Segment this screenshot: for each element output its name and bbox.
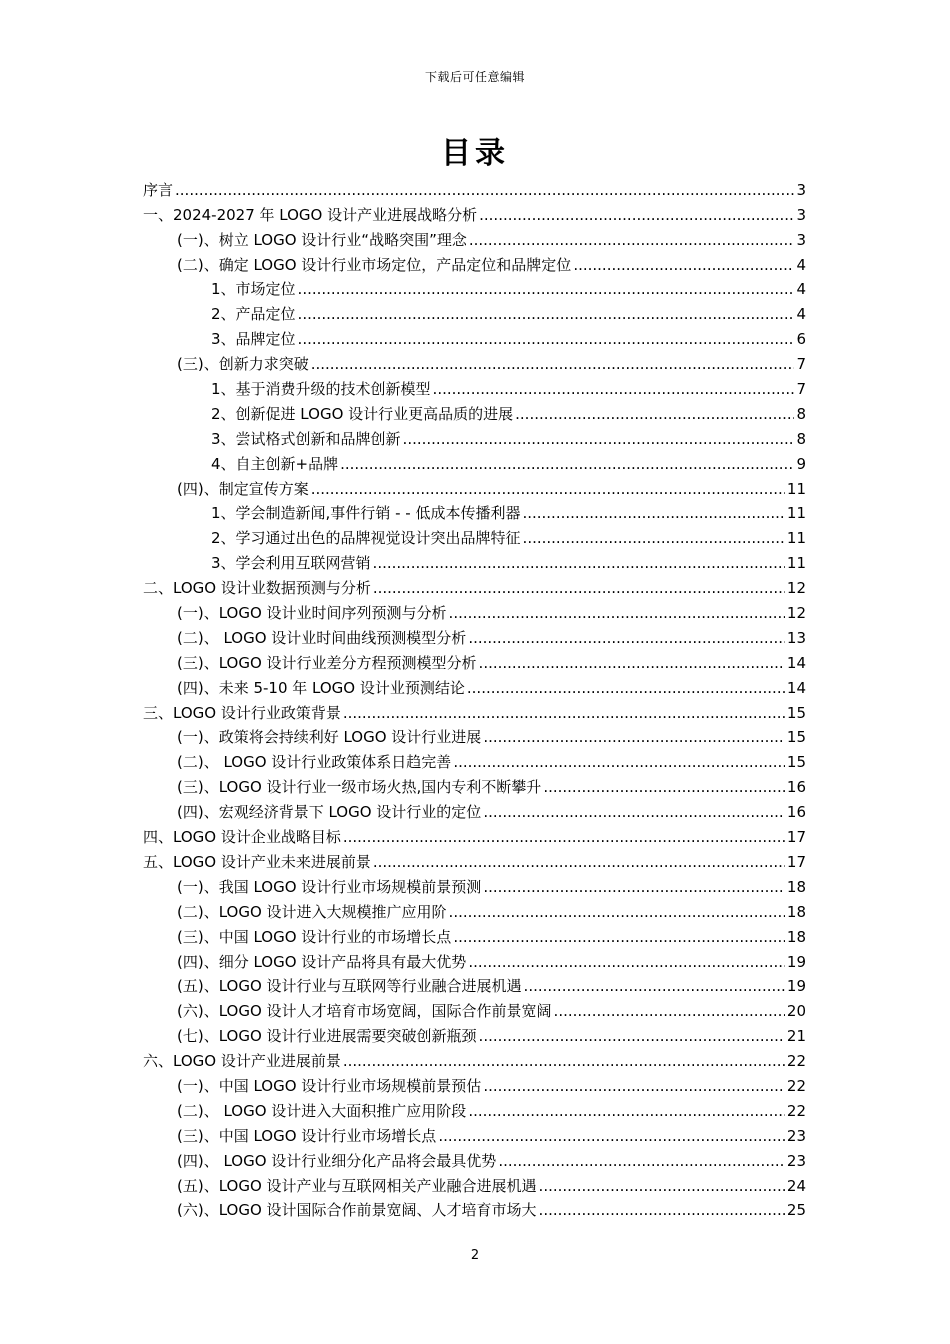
toc-entry[interactable]: [143, 873, 806, 898]
toc-entry-page: 8: [796, 404, 806, 423]
toc-entry[interactable]: [143, 798, 806, 823]
toc-entry-page: 24: [786, 1176, 806, 1195]
toc-entry-page: 12: [786, 579, 806, 598]
toc-leader-dots: [468, 1100, 785, 1122]
toc-entry-page: 25: [786, 1201, 806, 1220]
toc-entry[interactable]: [143, 549, 806, 574]
toc-entry-title: (六)、LOGO 设计国际合作前景宽阔、人才培育市场大: [177, 1201, 537, 1220]
toc-entry[interactable]: [143, 251, 806, 276]
page-header: 下载后可任意编辑: [424, 70, 525, 84]
toc-entry-title: (四)、未来 5-10 年 LOGO 设计业预测结论: [177, 678, 465, 697]
toc-entry-page: 14: [786, 678, 806, 697]
toc-leader-dots: [311, 478, 785, 500]
toc-entry[interactable]: [143, 1097, 806, 1122]
toc-leader-dots: [483, 876, 785, 898]
toc-entry-title: 二、LOGO 设计业数据预测与分析: [143, 579, 371, 598]
toc-entry[interactable]: [143, 226, 806, 251]
toc-entry-title: 3、学会利用互联网营销: [211, 554, 371, 573]
toc-entry-page: 22: [786, 1076, 806, 1095]
toc-entry-page: 22: [786, 1052, 806, 1071]
toc-entry[interactable]: [143, 699, 806, 724]
toc-entry-title: 3、品牌定位: [211, 330, 296, 349]
toc-leader-dots: [373, 577, 785, 599]
toc-leader-dots: [523, 527, 785, 549]
toc-entry-title: (四)、宏观经济背景下 LOGO 设计行业的定位: [177, 803, 482, 822]
toc-entry[interactable]: [143, 300, 806, 325]
toc-entry-title: (二)、LOGO 设计进入大规模推广应用阶: [177, 902, 447, 921]
table-of-contents: [143, 176, 806, 1221]
toc-entry-page: 6: [796, 330, 806, 349]
toc-entry-page: 21: [786, 1027, 806, 1046]
toc-entry[interactable]: [143, 276, 806, 301]
toc-entry-page: 18: [786, 927, 806, 946]
toc-leader-dots: [469, 229, 795, 251]
toc-entry-title: 2、产品定位: [211, 305, 296, 324]
toc-leader-dots: [298, 328, 795, 350]
toc-entry-title: (四)、制定宣传方案: [177, 479, 309, 498]
toc-entry-page: 18: [786, 877, 806, 896]
toc-leader-dots: [539, 1199, 785, 1221]
toc-leader-dots: [403, 428, 795, 450]
toc-leader-dots: [298, 278, 795, 300]
toc-entry[interactable]: [143, 201, 806, 226]
toc-entry-title: 2、学习通过出色的品牌视觉设计突出品牌特征: [211, 529, 521, 548]
toc-leader-dots: [483, 726, 785, 748]
toc-entry[interactable]: [143, 1047, 806, 1072]
toc-leader-dots: [468, 951, 785, 973]
toc-entry-title: 1、学会制造新闻,事件行销 - - 低成本传播利器: [211, 504, 521, 523]
toc-entry[interactable]: [143, 574, 806, 599]
toc-entry[interactable]: [143, 1172, 806, 1197]
toc-leader-dots: [311, 353, 795, 375]
toc-entry-title: (二)、 LOGO 设计进入大面积推广应用阶段: [177, 1101, 467, 1120]
toc-entry-title: (二)、确定 LOGO 设计行业市场定位，产品定位和品牌定位: [177, 255, 572, 274]
toc-entry-title: 五、LOGO 设计产业未来进展前景: [143, 852, 371, 871]
toc-entry-page: 23: [786, 1151, 806, 1170]
toc-entry-title: (四)、细分 LOGO 设计产品将具有最大优势: [177, 952, 467, 971]
toc-entry[interactable]: [143, 848, 806, 873]
toc-entry-title: 四、LOGO 设计企业战略目标: [143, 828, 341, 847]
toc-entry-title: (二)、 LOGO 设计行业政策体系日趋完善: [177, 753, 452, 772]
toc-entry-title: (三)、中国 LOGO 设计行业的市场增长点: [177, 927, 452, 946]
toc-leader-dots: [343, 702, 785, 724]
toc-entry[interactable]: [143, 1122, 806, 1147]
toc-entry[interactable]: [143, 948, 806, 973]
toc-entry-title: 2、创新促进 LOGO 设计行业更高品质的进展: [211, 404, 514, 423]
toc-entry[interactable]: [143, 624, 806, 649]
toc-entry[interactable]: [143, 425, 806, 450]
toc-entry-title: (三)、LOGO 设计行业一级市场火热,国内专利不断攀升: [177, 778, 542, 797]
toc-leader-dots: [483, 801, 785, 823]
toc-entry[interactable]: [143, 973, 806, 998]
toc-entry-page: 18: [786, 902, 806, 921]
toc-entry[interactable]: [143, 649, 806, 674]
toc-leader-dots: [449, 901, 785, 923]
toc-entry-page: 4: [796, 255, 806, 274]
toc-leader-dots: [522, 502, 784, 524]
toc-leader-dots: [479, 204, 794, 226]
toc-entry[interactable]: [143, 375, 806, 400]
toc-leader-dots: [468, 627, 785, 649]
toc-entry-title: (一)、政策将会持续利好 LOGO 设计行业进展: [177, 728, 482, 747]
toc-leader-dots: [498, 1150, 785, 1172]
toc-entry[interactable]: [143, 1072, 806, 1097]
toc-leader-dots: [479, 652, 785, 674]
toc-leader-dots: [467, 677, 785, 699]
toc-entry-title: 三、LOGO 设计行业政策背景: [143, 703, 341, 722]
toc-entry-title: 序言: [143, 180, 174, 199]
toc-entry-title: (三)、创新力求突破: [177, 355, 309, 374]
toc-entry-page: 4: [796, 280, 806, 299]
toc-entry-page: 15: [786, 753, 806, 772]
toc-entry-title: 1、基于消费升级的技术创新模型: [211, 380, 431, 399]
toc-leader-dots: [479, 1025, 785, 1047]
toc-entry-page: 17: [786, 852, 806, 871]
toc-leader-dots: [175, 179, 794, 201]
toc-entry-title: (一)、中国 LOGO 设计行业市场规模前景预估: [177, 1076, 482, 1095]
toc-leader-dots: [298, 303, 795, 325]
toc-entry[interactable]: [143, 898, 806, 923]
toc-entry-page: 11: [786, 529, 806, 548]
toc-entry-page: 22: [786, 1101, 806, 1120]
toc-leader-dots: [343, 1050, 785, 1072]
toc-entry-page: 11: [786, 479, 806, 498]
toc-entry-page: 16: [786, 778, 806, 797]
toc-entry[interactable]: [143, 325, 806, 350]
toc-entry-page: 7: [796, 380, 806, 399]
toc-entry-title: (一)、树立 LOGO 设计行业“战略突围”理念: [177, 230, 467, 249]
toc-entry[interactable]: [143, 1197, 806, 1222]
toc-entry[interactable]: [143, 674, 806, 699]
toc-leader-dots: [543, 776, 785, 798]
toc-entry[interactable]: [143, 773, 806, 798]
toc-leader-dots: [515, 403, 794, 425]
toc-entry[interactable]: [143, 823, 806, 848]
toc-entry[interactable]: [143, 599, 806, 624]
toc-leader-dots: [453, 926, 785, 948]
toc-entry-title: (五)、LOGO 设计产业与互联网相关产业融合进展机遇: [177, 1176, 537, 1195]
toc-entry-page: 14: [786, 653, 806, 672]
toc-entry-title: (二)、 LOGO 设计业时间曲线预测模型分析: [177, 628, 467, 647]
toc-entry-page: 20: [786, 1002, 806, 1021]
toc-entry-title: 六、LOGO 设计产业进展前景: [143, 1052, 341, 1071]
toc-entry[interactable]: [143, 450, 806, 475]
toc-entry[interactable]: [143, 176, 806, 201]
toc-entry[interactable]: [143, 724, 806, 749]
toc-entry-title: (一)、LOGO 设计业时间序列预测与分析: [177, 604, 447, 623]
toc-leader-dots: [483, 1075, 785, 1097]
toc-entry[interactable]: [143, 997, 806, 1022]
toc-entry-title: (三)、中国 LOGO 设计行业市场增长点: [177, 1126, 437, 1145]
toc-leader-dots: [343, 826, 785, 848]
toc-leader-dots: [449, 602, 785, 624]
toc-leader-dots: [340, 453, 794, 475]
toc-entry[interactable]: [143, 400, 806, 425]
toc-leader-dots: [539, 1175, 785, 1197]
page-title: 目录: [441, 136, 509, 171]
toc-entry-title: (一)、我国 LOGO 设计行业市场规模前景预测: [177, 877, 482, 896]
toc-leader-dots: [373, 552, 785, 574]
toc-entry[interactable]: [143, 350, 806, 375]
toc-leader-dots: [438, 1125, 785, 1147]
toc-entry[interactable]: [143, 1147, 806, 1172]
toc-entry-page: 19: [786, 977, 806, 996]
toc-leader-dots: [433, 378, 795, 400]
toc-entry-page: 13: [786, 628, 806, 647]
toc-entry[interactable]: [143, 748, 806, 773]
toc-entry-title: (三)、LOGO 设计行业差分方程预测模型分析: [177, 653, 477, 672]
toc-entry-page: 15: [786, 703, 806, 722]
toc-entry-page: 12: [786, 604, 806, 623]
toc-entry-page: 3: [796, 205, 806, 224]
toc-entry-title: (六)、LOGO 设计人才培育市场宽阔，国际合作前景宽阔: [177, 1002, 552, 1021]
toc-entry-title: 1、市场定位: [211, 280, 296, 299]
toc-entry-page: 3: [796, 230, 806, 249]
toc-entry-page: 11: [786, 504, 806, 523]
toc-entry[interactable]: [143, 1022, 806, 1047]
toc-entry-title: 一、2024-2027 年 LOGO 设计产业进展战略分析: [143, 205, 478, 224]
toc-leader-dots: [453, 751, 785, 773]
toc-entry[interactable]: [143, 923, 806, 948]
toc-entry-page: 8: [796, 429, 806, 448]
toc-entry-title: (四)、 LOGO 设计行业细分化产品将会最具优势: [177, 1151, 497, 1170]
toc-entry-page: 19: [786, 952, 806, 971]
toc-entry-page: 9: [796, 454, 806, 473]
toc-entry-title: 3、尝试格式创新和品牌创新: [211, 429, 401, 448]
toc-entry-page: 11: [786, 554, 806, 573]
toc-entry-page: 23: [786, 1126, 806, 1145]
toc-entry[interactable]: [143, 500, 806, 525]
toc-entry[interactable]: [143, 475, 806, 500]
toc-entry-title: 4、自主创新+品牌: [211, 454, 339, 473]
toc-entry-page: 4: [796, 305, 806, 324]
toc-leader-dots: [373, 851, 785, 873]
toc-entry[interactable]: [143, 524, 806, 549]
toc-entry-page: 3: [796, 180, 806, 199]
toc-entry-page: 17: [786, 828, 806, 847]
toc-entry-title: (七)、LOGO 设计行业进展需要突破创新瓶颈: [177, 1027, 477, 1046]
toc-leader-dots: [554, 1000, 785, 1022]
toc-leader-dots: [524, 975, 785, 997]
toc-entry-page: 16: [786, 803, 806, 822]
toc-leader-dots: [573, 254, 794, 276]
toc-entry-page: 15: [786, 728, 806, 747]
toc-entry-title: (五)、LOGO 设计行业与互联网等行业融合进展机遇: [177, 977, 522, 996]
page-number: 2: [470, 1248, 480, 1263]
toc-entry-page: 7: [796, 355, 806, 374]
